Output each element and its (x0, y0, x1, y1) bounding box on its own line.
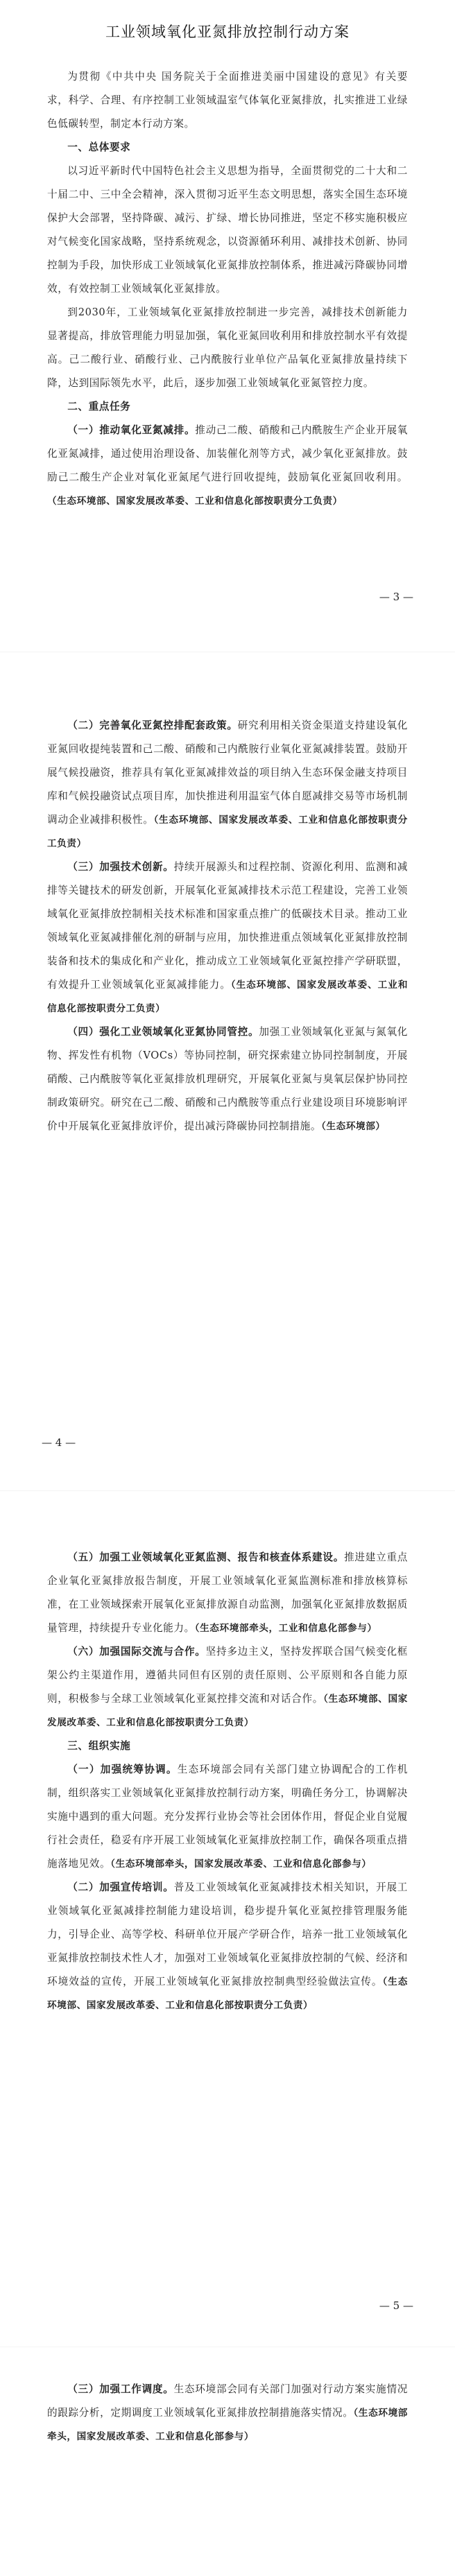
org-3-body: 生态环境部会同有关部门加强对行动方案实施情况的跟踪分析，定期调度工业领域氧化亚氮排放控制措施落实情况。 (47, 2383, 408, 2419)
document-page-3 (0, 1525, 455, 2319)
document-page-1 (0, 0, 455, 610)
org-2-responsible: （生态环境部、国家发展改革委、工业和信息化部按职责分工负责） (47, 1976, 409, 2011)
page-separator (0, 1490, 455, 1491)
org-1-title: （一）加强统筹协调。 (67, 1764, 178, 1775)
task-3-responsible: （生态环境部、国家发展改革委、工业和信息化部按职责分工负责） (47, 980, 409, 1014)
general-paragraph-2: 到2030年，工业领域氧化亚氮排放控制进一步完善，减排技术创新能力显著提高，排放管理能力明显加强，氧化亚氮回收利用和排放控制水平有效提高。己二酸行业、硝酸行业、己内酰胺行业单位产品氧化亚氮排放量持续下降，达到国际领先水平，此后，逐步加强工业领域氧化亚氮管控力度。 (47, 306, 408, 389)
section-heading-organization: 三、组织实施 (67, 1740, 131, 1752)
task-4-body: 加强工业领域氧化亚氮与氮氧化物、挥发性有机物（VOCs）等协同控制，研究探索建立协同控制制度，开展硝酸、己内酰胺等氧化亚氮排放机理研究，开展氧化亚氮与臭氧层保护协同控制政策研究。研究在己二酸、硝酸和己内酰胺等重点行业建设项目环境影响评价中开展氧化亚氮排放评价，提出减污降碳协同控制措施。 (47, 1026, 408, 1132)
section-heading-tasks: 二、重点任务 (67, 401, 131, 412)
section-heading-general: 一、总体要求 (67, 141, 131, 153)
page-number-4: — 4 — (42, 1436, 76, 1449)
page-number-3: — 3 — (379, 591, 413, 603)
task-5-title: （五）加强工业领域氧化亚氮监测、报告和核查体系建设。 (67, 1551, 345, 1563)
task-5-body: 推进建立重点企业氧化亚氮排放报告制度，开展工业领域氧化亚氮监测标准和排放核算标准，在工业领域探索开展氧化亚氮排放源自动监测，加强氧化亚氮排放数据质量管理，持续提升专业化能力。 (47, 1551, 408, 1634)
task-6-title: （六）加强国际交流与合作。 (67, 1646, 206, 1657)
task-1-responsible: （生态环境部、国家发展改革委、工业和信息化部按职责分工负责） (47, 496, 343, 507)
page-number-5: — 5 — (379, 2299, 413, 2312)
org-2-body: 普及工业领域氧化亚氮减排技术相关知识，开展工业领域氧化亚氮减排控制能力建设培训，稳步提升氧化亚氮控排管理服务能力，引导企业、高等学校、科研单位开展产学研合作，培养一批工业领域氧化亚氮排放控制技术性人才，加强对工业领域氧化亚氮排放控制的气候、经济和环境效益的宣传，开展工业领域氧化亚氮排放控制典型经验做法宣传。 (47, 1881, 408, 1987)
task-6-body: 坚持多边主义，坚持发挥联合国气候变化框架公约主渠道作用，遵循共同但有区别的责任原则、公平原则和各自能力原则，积极参与全球工业领域氧化亚氮控排交流和对话合作。 (47, 1646, 408, 1705)
org-3-title: （三）加强工作调度。 (67, 2383, 174, 2395)
org-1-body: 生态环境部会同有关部门建立协调配合的工作机制，组织落实工业领域氧化亚氮排放控制行动方案，明确任务分工，协调解决实施中遇到的重大问题。充分发挥行业协会等社会团体作用，督促企业自觉履行社会责任，稳妥有序开展工业领域氧化亚氮排放控制工作，确保各项重点措施落地见效。 (47, 1764, 408, 1870)
task-2-title: （二）完善氧化亚氮控排配套政策。 (67, 720, 238, 731)
document-page-2 (0, 693, 455, 1456)
document-title: 工业领域氧化亚氮排放控制行动方案 (105, 24, 350, 40)
org-1-paragraph (47, 1758, 408, 1876)
org-3-responsible: （生态环境部牵头，国家发展改革委、工业和信息化部参与） (47, 2408, 408, 2442)
task-1-body: 推动己二酸、硝酸和己内酰胺生产企业开展氧化亚氮减排，通过使用治理设备、加装催化剂等方式，减少氧化亚氮排放。鼓励己二酸生产企业对氧化亚氮尾气进行回收提纯，鼓励氧化亚氮回收利用。 (47, 424, 408, 483)
org-2-paragraph (47, 1876, 408, 2017)
document-page-4 (0, 2378, 455, 2576)
task-5-responsible: （生态环境部牵头，工业和信息化部参与） (194, 1623, 377, 1634)
general-paragraph-1: 以习近平新时代中国特色社会主义思想为指导，全面贯彻党的二十大和二十届二中、三中全会精神，深入贯彻习近平生态文明思想，落实全国生态环境保护大会部署，坚持降碳、减污、扩绿、增长协同推进，坚定不移实施积极应对气候变化国家战略，坚持系统观念，以资源循环利用、减排技术创新、协同控制为手段，加快形成工业领域氧化亚氮排放控制体系，推进减污降碳协同增效，有效控制工业领域氧化亚氮排放。 (47, 165, 408, 295)
task-2-body: 研究利用相关资金渠道支持建设氧化亚氮回收提纯装置和己二酸、硝酸和己内酰胺行业氧化亚氮减排装置。鼓励开展气候投融资，推荐具有氧化亚氮减排效益的项目纳入生态环保金融支持项目库和气候投融资试点项目库，加快推进利用温室气体自愿减排交易等市场机制调动企业减排积极性。 (47, 720, 408, 826)
task-4-title: （四）强化工业领域氧化亚氮协同管控。 (67, 1026, 259, 1038)
task-1-paragraph (47, 419, 408, 513)
task-2-responsible: （生态环境部、国家发展改革委、工业和信息化部按职责分工负责） (47, 815, 408, 849)
task-4-paragraph (47, 1020, 408, 1138)
task-1-title: （一）推动氧化亚氮减排。 (67, 424, 196, 436)
task-3-paragraph (47, 855, 408, 1020)
intro-paragraph: 为贯彻《中共中央 国务院关于全面推进美丽中国建设的意见》有关要求，科学、合理、有序控制工业领域温室气体氧化亚氮排放，扎实推进工业绿色低碳转型，制定本行动方案。 (47, 71, 408, 130)
org-1-responsible: （生态环境部牵头，国家发展改革委、工业和信息化部参与） (110, 1859, 372, 1870)
task-3-body: 持续开展源头和过程控制、资源化利用、监测和减排等关键技术的研发创新，开展氧化亚氮减排技术示范工程建设，完善工业领域氧化亚氮排放控制相关技术标准和国家重点推广的低碳技术目录。推动工业领域氧化亚氮减排催化剂的研制与应用，加快推进重点领域氧化亚氮排放控制装备和技术的集成化和产业化，推动成立工业领域氧化亚氮控排产学研联盟，有效提升工业领域氧化亚氮减排能力。 (47, 861, 408, 991)
task-3-title: （三）加强技术创新。 (67, 861, 174, 873)
task-5-paragraph (47, 1546, 408, 1640)
task-6-responsible: （生态环境部、国家发展改革委、工业和信息化部按职责分工负责） (47, 1694, 408, 1728)
org-2-title: （二）加强宣传培训。 (67, 1881, 174, 1893)
task-6-paragraph (47, 1640, 408, 1734)
task-4-responsible: （生态环境部） (321, 1121, 386, 1132)
task-2-paragraph (47, 714, 408, 855)
org-3-paragraph (47, 2378, 408, 2448)
